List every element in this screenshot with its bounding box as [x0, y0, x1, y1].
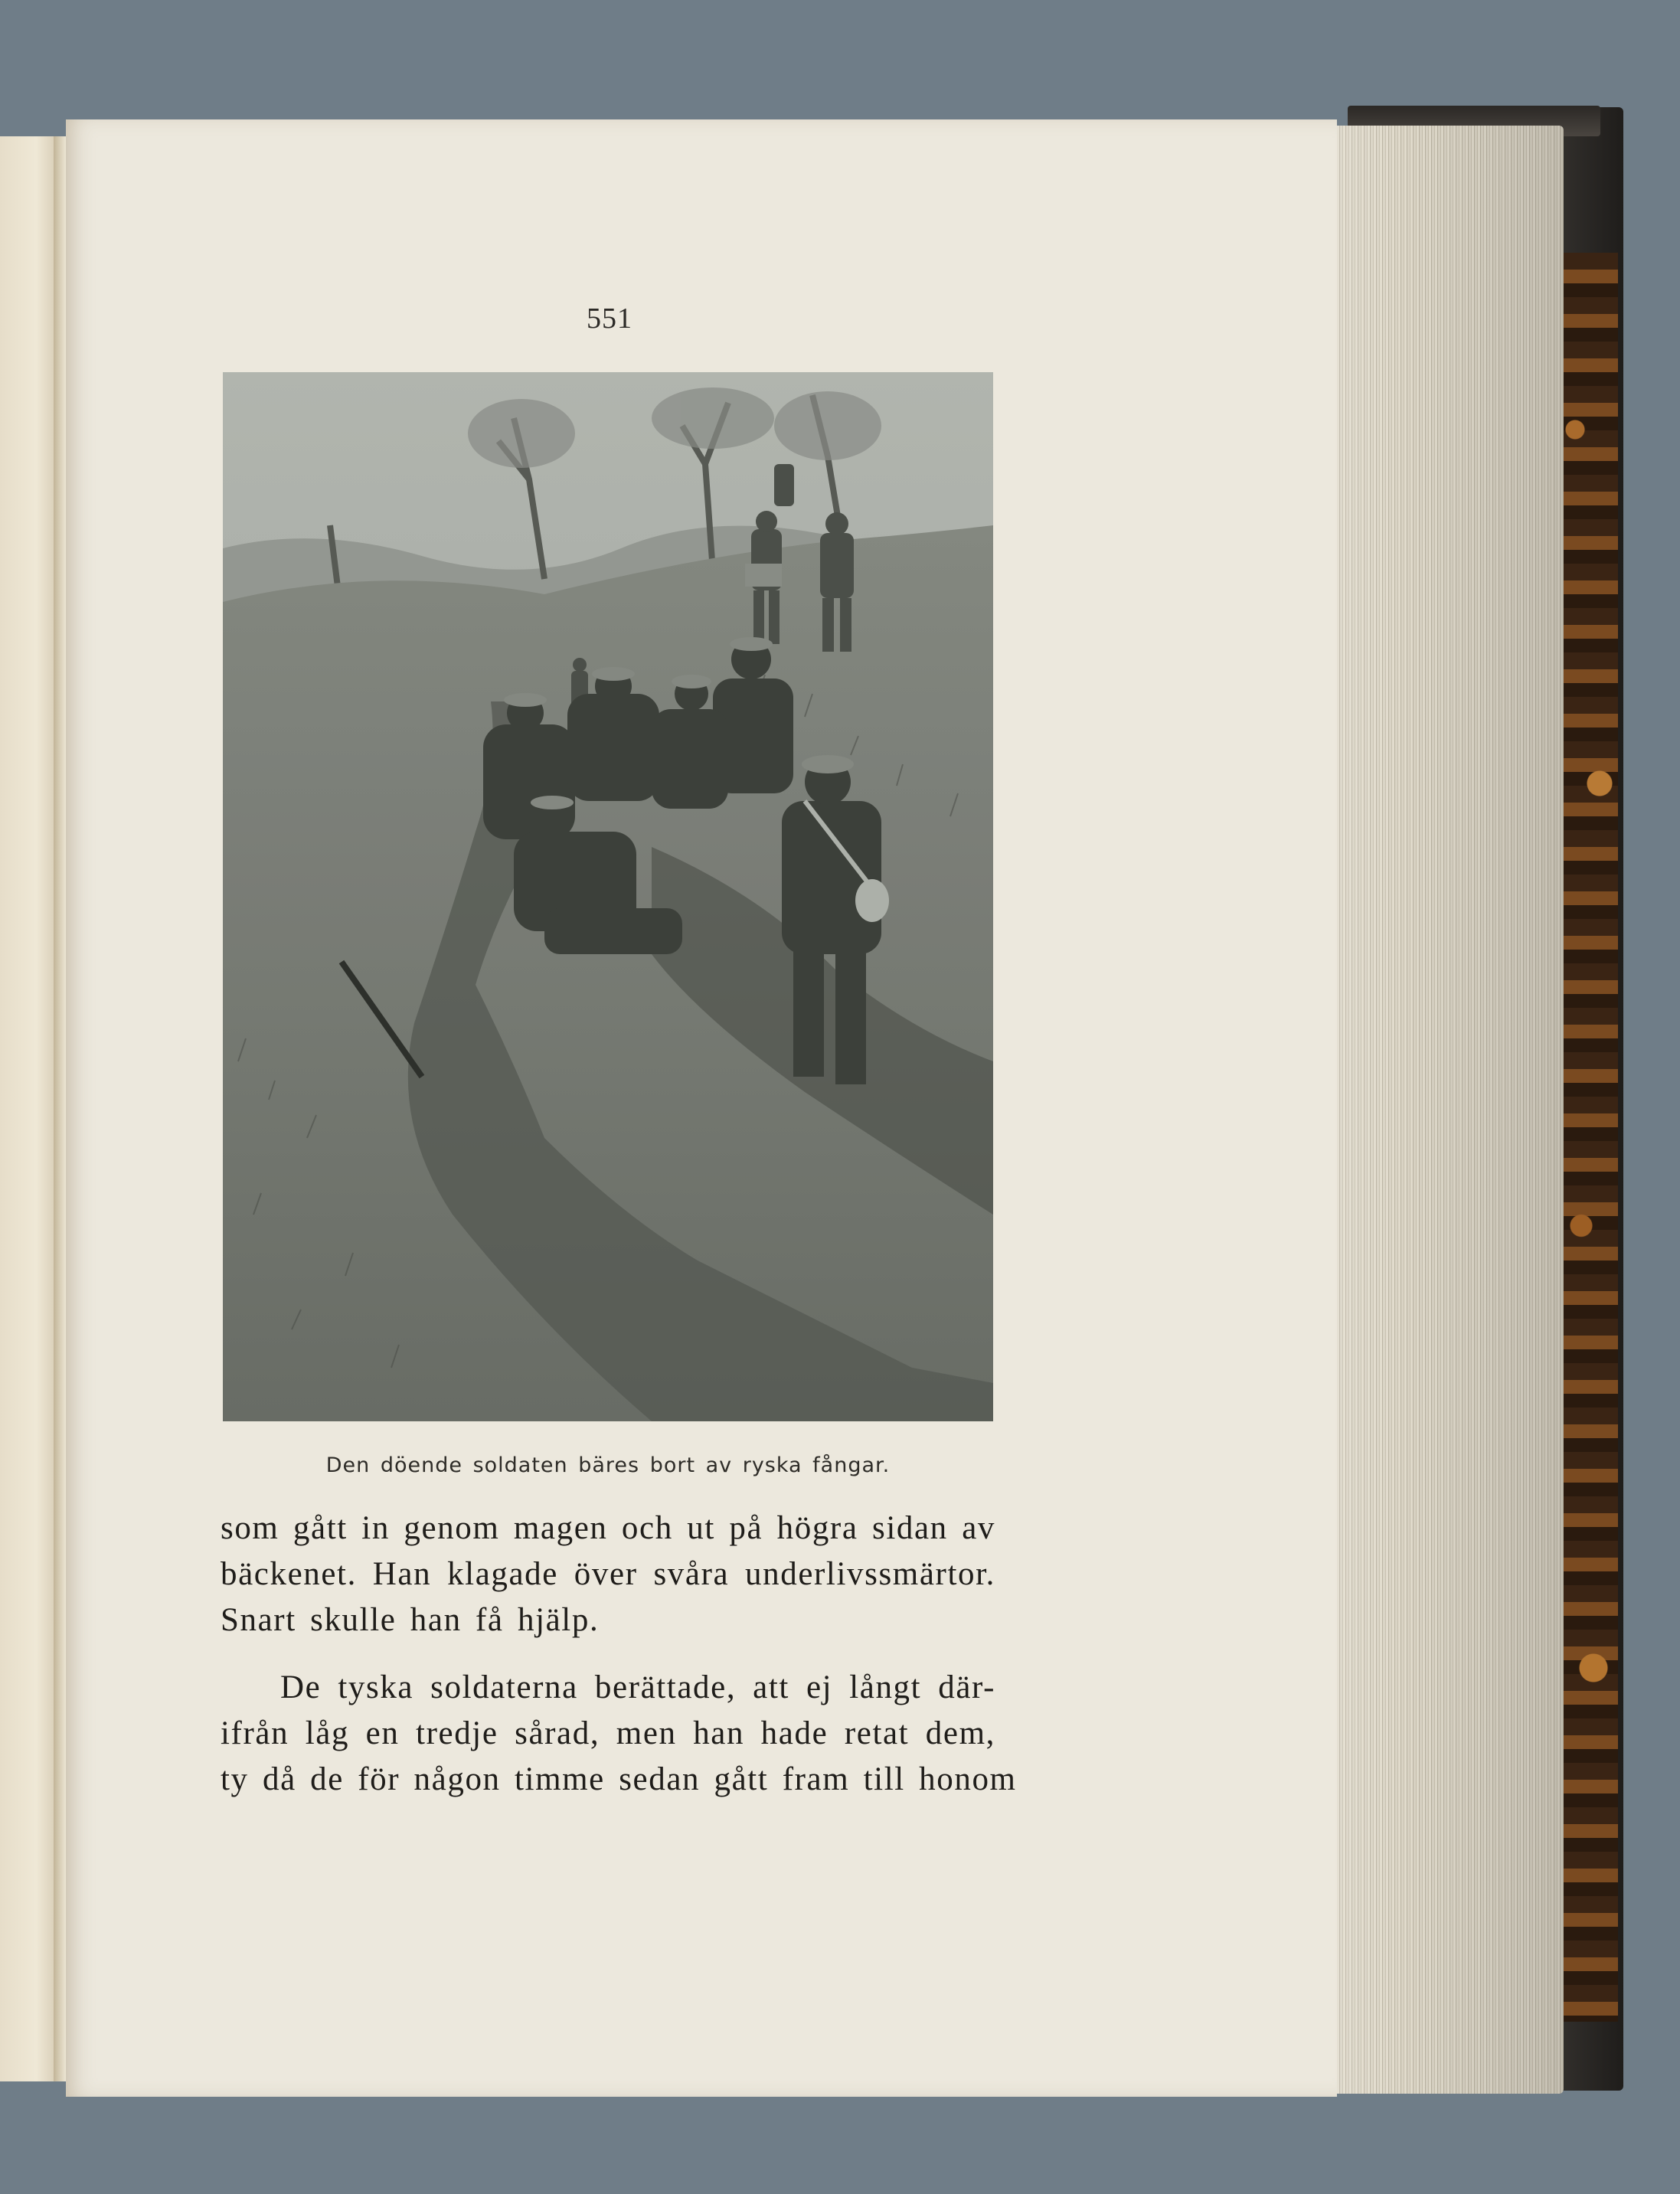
war-photograph [223, 372, 993, 1421]
page-number: 551 [587, 302, 632, 335]
text-line: ty då de för någon timme sedan gått fram till honom [221, 1761, 1017, 1797]
text-line: ifrån låg en tredje sårad, men han hade retat dem, [221, 1715, 995, 1751]
paragraph [221, 1665, 1017, 1803]
text-line: Snart skulle han få hjälp. [221, 1602, 600, 1638]
text-line: bäckenet. Han klagade över svåra underlivssmärtor. [221, 1556, 995, 1592]
paragraph [221, 1506, 995, 1643]
figure-caption: Den döende soldaten bäres bort av ryska fångar. [325, 1453, 891, 1477]
body-text [221, 1506, 1017, 1803]
text-line: De tyska soldaterna berättade, att ej långt där- [280, 1669, 995, 1705]
text-line: som gått in genom magen och ut på högra sidan av [221, 1510, 995, 1546]
marbled-spine [1554, 253, 1618, 2022]
